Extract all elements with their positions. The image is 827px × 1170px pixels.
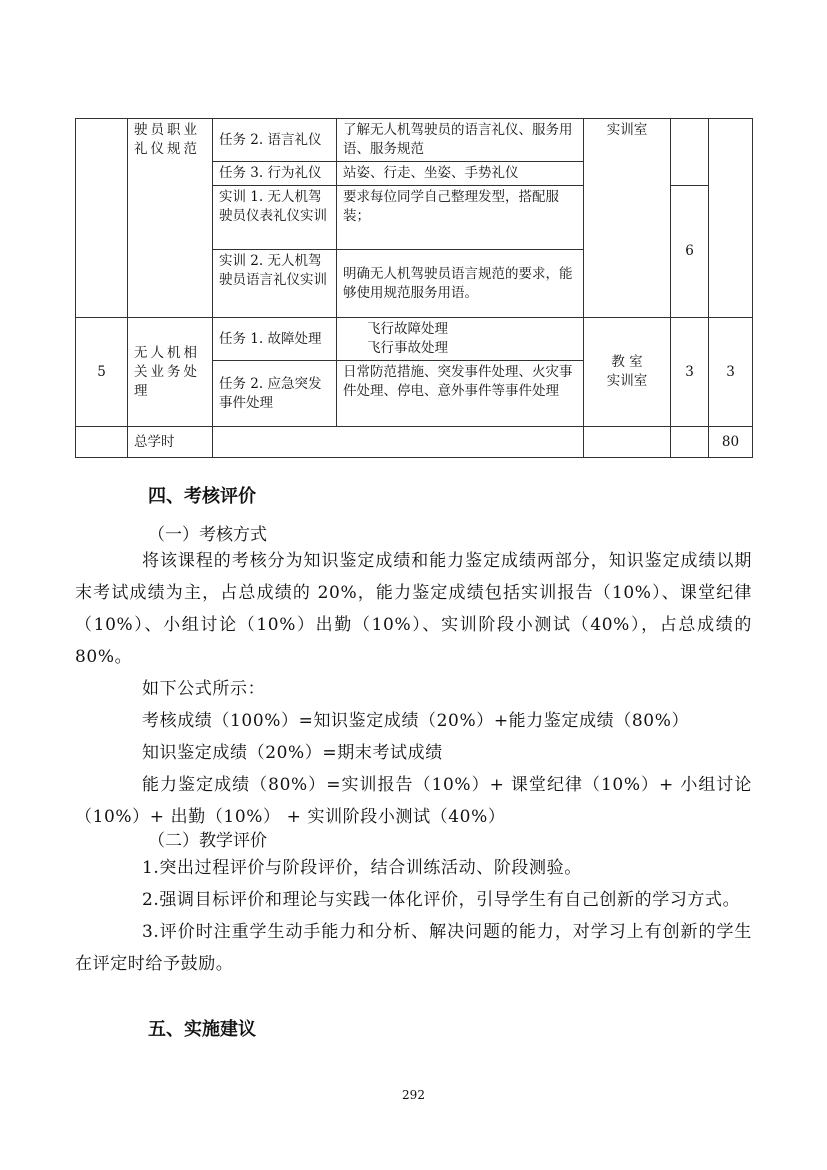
cell-content: 了解无人机驾驶员的语言礼仪、服务用语、服务规范: [337, 119, 584, 162]
formula-line: 知识鉴定成绩（20%）=期末考试成绩: [142, 743, 443, 763]
content-line: 飞行故障处理: [367, 321, 448, 337]
section-heading: 四、考核评价: [148, 486, 256, 507]
cell-task: 实训 2. 无人机驾驶员语言礼仪实训: [213, 250, 337, 318]
cell-no: [76, 119, 128, 318]
cell-task: 实训 1. 无人机驾驶员仪表礼仪实训: [213, 186, 337, 250]
cell-hours: [671, 119, 709, 186]
paragraph: 如下公式所示：: [142, 679, 266, 699]
cell-no: 5: [76, 318, 128, 427]
paragraph-block: [75, 545, 752, 833]
subsection-heading: （一）考核方式: [148, 525, 267, 545]
course-table: [75, 118, 753, 458]
cell-place: [584, 318, 671, 427]
evaluation-list: [75, 852, 752, 980]
content-line: 飞行事故处理: [367, 340, 448, 356]
list-item: 2.强调目标评价和理论与实践一体化评价，引导学生有自己创新的学习方式。: [142, 890, 741, 910]
paragraph: 将该课程的考核分为知识鉴定成绩和能力鉴定成绩两部分，知识鉴定成绩以期末考试成绩为主，占总成绩的 20%，能力鉴定成绩包括实训报告（10%）、课堂纪律（10%）、小组讨论（10%）出勤（10%）、实训阶段小测试（40%），占总成绩的 80%。: [75, 551, 752, 667]
section-heading: 五、实施建议: [148, 1019, 256, 1040]
cell-task: 任务 1. 故障处理: [213, 318, 337, 361]
page-number: 292: [402, 1088, 425, 1102]
table-row: [76, 119, 753, 162]
cell-place: 实训室: [584, 119, 671, 318]
cell-hours-total: [709, 119, 753, 318]
subsection-heading: （二）教学评价: [148, 831, 267, 851]
cell-content: 日常防范措施、突发事件处理、火灾事件处理、停电、意外事件等事件处理: [337, 361, 584, 427]
place-line: 教 室: [611, 354, 643, 370]
cell-module-name: 驶员职业礼仪规范: [128, 119, 213, 318]
cell-empty: [584, 427, 671, 458]
list-item: 3.评价时注重学生动手能力和分析、解决问题的能力，对学习上有创新的学生在评定时给予鼓励。: [75, 922, 752, 974]
cell-content: 站姿、行走、坐姿、手势礼仪: [337, 162, 584, 186]
cell-empty: [671, 427, 709, 458]
cell-hours-total: 3: [709, 318, 753, 427]
cell-task: 任务 2. 应急突发事件处理: [213, 361, 337, 427]
cell-total-value: 80: [709, 427, 753, 458]
formula-line: 能力鉴定成绩（80%）=实训报告（10%）+ 课堂纪律（10%）+ 小组讨论（10%）+ 出勤（10%） + 实训阶段小测试（40%）: [75, 775, 752, 827]
cell-no: [76, 427, 128, 458]
cell-hours: 6: [671, 186, 709, 318]
table-row: [76, 427, 753, 458]
cell-empty: [213, 427, 584, 458]
table-row: [76, 318, 753, 361]
cell-content: 要求每位同学自己整理发型，搭配服装；: [337, 186, 584, 250]
cell-content: [337, 318, 584, 361]
place-line: 实训室: [606, 373, 648, 389]
cell-content: 明确无人机驾驶员语言规范的要求，能够使用规范服务用语。: [337, 250, 584, 318]
formula-line: 考核成绩（100%）=知识鉴定成绩（20%）+能力鉴定成绩（80%）: [142, 711, 690, 731]
cell-module-name: 无人机相关业务处理: [128, 318, 213, 427]
list-item: 1.突出过程评价与阶段评价，结合训练活动、阶段测验。: [142, 858, 582, 878]
cell-task: 任务 3. 行为礼仪: [213, 162, 337, 186]
cell-total-label: 总学时: [128, 427, 213, 458]
cell-task: 任务 2. 语言礼仪: [213, 119, 337, 162]
cell-hours: 3: [671, 318, 709, 427]
